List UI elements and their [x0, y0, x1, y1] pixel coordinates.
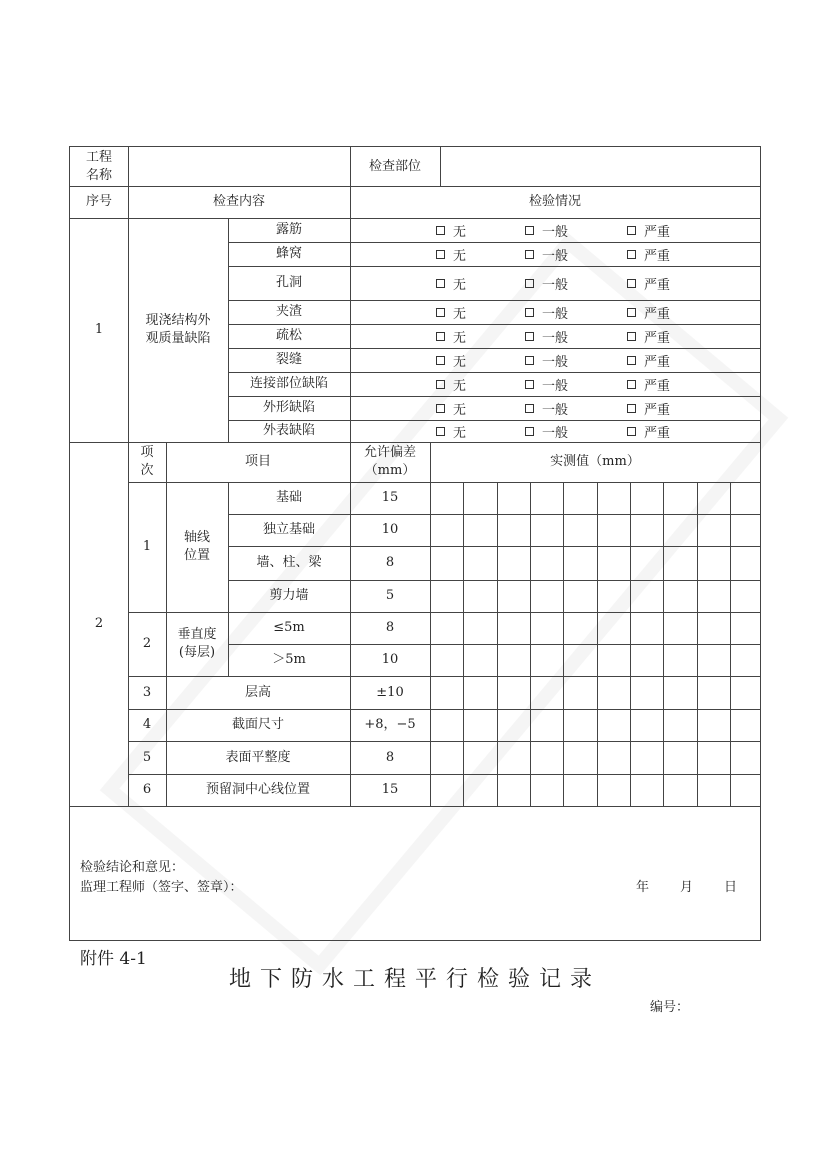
- measured-value-cell[interactable]: [730, 676, 760, 709]
- checkbox-icon[interactable]: [436, 250, 445, 259]
- measured-value-cell[interactable]: [430, 644, 463, 676]
- option-severe[interactable]: [627, 245, 670, 263]
- measured-value-cell[interactable]: [663, 709, 697, 741]
- grid-line: [69, 146, 70, 941]
- checkbox-icon[interactable]: [627, 404, 636, 413]
- checkbox-icon[interactable]: [436, 332, 445, 341]
- col-tolerance-line1: 允许偏差: [363, 445, 416, 460]
- date-month: 月: [680, 880, 694, 895]
- option-label: 无: [453, 306, 467, 322]
- item-name: ＞5m: [272, 652, 306, 667]
- option-label: 严重: [644, 354, 671, 370]
- measured-value-cell[interactable]: [630, 709, 663, 741]
- measured-value-cell[interactable]: [663, 612, 697, 644]
- measured-value-cell[interactable]: [597, 644, 630, 676]
- option-label: 无: [453, 277, 467, 293]
- measured-value-cell[interactable]: [430, 514, 463, 546]
- col-measured-header: 实测值（mm）: [550, 454, 640, 469]
- option-none[interactable]: [436, 221, 466, 239]
- project-name-label-line2: 名称: [85, 167, 112, 183]
- measured-value-cell[interactable]: [530, 482, 563, 514]
- option-none[interactable]: [436, 274, 466, 292]
- measured-value-cell[interactable]: [697, 741, 730, 774]
- measured-value-cell[interactable]: [463, 580, 497, 612]
- option-none[interactable]: [436, 351, 466, 369]
- checkbox-icon[interactable]: [436, 308, 445, 317]
- measured-value-cell[interactable]: [597, 676, 630, 709]
- grid-line: [128, 741, 761, 742]
- measured-value-cell[interactable]: [697, 774, 730, 806]
- item-name: 表面平整度: [225, 749, 291, 765]
- option-label: 无: [453, 354, 467, 370]
- measured-value-cell[interactable]: [563, 709, 597, 741]
- measured-value-cell[interactable]: [697, 644, 730, 676]
- option-severe[interactable]: [627, 422, 670, 440]
- section1-category: [128, 218, 228, 442]
- grid-line: [166, 442, 167, 807]
- measured-value-cell[interactable]: [497, 676, 530, 709]
- measured-value-cell[interactable]: [730, 612, 760, 644]
- grid-line: [697, 482, 698, 807]
- item-name: 预留洞中心线位置: [205, 782, 310, 797]
- measured-value-cell[interactable]: [663, 676, 697, 709]
- checkbox-icon[interactable]: [525, 380, 534, 389]
- measured-value-cell[interactable]: [463, 644, 497, 676]
- option-label: 无: [453, 378, 467, 394]
- measured-value-cell[interactable]: [497, 580, 530, 612]
- item-name: 剪力墙: [269, 588, 309, 603]
- checkbox-icon[interactable]: [436, 380, 445, 389]
- measured-value-cell[interactable]: [663, 546, 697, 580]
- grid-line: [69, 806, 761, 807]
- measured-value-cell[interactable]: [497, 709, 530, 741]
- measured-value-cell[interactable]: [730, 774, 760, 806]
- option-severe[interactable]: [627, 351, 670, 369]
- measured-value-cell[interactable]: [463, 612, 497, 644]
- measured-value-cell[interactable]: [430, 580, 463, 612]
- section2-number: 2: [94, 616, 104, 631]
- col-item-no-line2: 次: [140, 463, 154, 478]
- grid-line: [663, 482, 664, 807]
- measured-value-cell[interactable]: [697, 612, 730, 644]
- tolerance-value: 15: [381, 782, 399, 797]
- col-item-no-line1: 项: [140, 445, 154, 460]
- document-title: 地下防水工程平行检验记录: [228, 967, 601, 992]
- measured-value-cell[interactable]: [530, 741, 563, 774]
- checkbox-icon[interactable]: [627, 250, 636, 259]
- measured-value-cell[interactable]: [430, 676, 463, 709]
- tolerance-value: 15: [381, 490, 399, 505]
- item-name: 层高: [244, 684, 271, 700]
- axis-label-line1: 轴线: [183, 530, 210, 545]
- measured-value-cell[interactable]: [597, 546, 630, 580]
- checkbox-icon[interactable]: [627, 332, 636, 341]
- item-number: 4: [142, 717, 152, 732]
- option-severe[interactable]: [627, 375, 670, 393]
- measured-value-cell[interactable]: [497, 482, 530, 514]
- measured-value-cell[interactable]: [497, 774, 530, 806]
- axis-position-label: [166, 482, 228, 612]
- grid-line: [228, 546, 761, 547]
- option-label: 严重: [644, 402, 671, 418]
- option-label: 无: [453, 224, 467, 240]
- checkbox-icon[interactable]: [627, 427, 636, 436]
- option-severe[interactable]: [627, 221, 670, 239]
- tolerance-value: 10: [381, 522, 399, 537]
- grid-line: [530, 482, 531, 807]
- measured-value-cell[interactable]: [597, 612, 630, 644]
- grid-line: [228, 266, 761, 267]
- tolerance-value: 10: [381, 652, 399, 667]
- result-header: 检验情况: [528, 194, 581, 209]
- option-label: 严重: [644, 330, 671, 346]
- option-label: 无: [453, 330, 467, 346]
- measured-value-cell[interactable]: [497, 514, 530, 546]
- measured-value-cell[interactable]: [530, 612, 563, 644]
- checkbox-icon[interactable]: [525, 332, 534, 341]
- grid-line: [350, 146, 351, 219]
- item-number: 1: [142, 539, 152, 554]
- measured-value-cell[interactable]: [463, 709, 497, 741]
- measured-value-cell[interactable]: [630, 644, 663, 676]
- option-label: 无: [453, 248, 467, 264]
- attachment-label: 附件 4-1: [80, 949, 147, 969]
- option-minor[interactable]: [525, 221, 568, 239]
- grid-line: [128, 482, 761, 483]
- measured-value-cell[interactable]: [630, 774, 663, 806]
- measured-value-cell[interactable]: [730, 580, 760, 612]
- checkbox-icon[interactable]: [525, 226, 534, 235]
- measured-value-cell[interactable]: [463, 741, 497, 774]
- measured-value-cell[interactable]: [597, 514, 630, 546]
- grid-line: [440, 146, 441, 187]
- measured-value-cell[interactable]: [530, 514, 563, 546]
- grid-line: [228, 514, 761, 515]
- project-name-label: [70, 147, 128, 186]
- option-minor[interactable]: [525, 274, 568, 292]
- measured-value-cell[interactable]: [563, 741, 597, 774]
- measured-value-cell[interactable]: [597, 580, 630, 612]
- checkbox-icon[interactable]: [436, 226, 445, 235]
- verticality-label: [166, 612, 228, 676]
- col-item-header: 项目: [244, 454, 271, 469]
- grid-line: [228, 644, 761, 645]
- option-label: 严重: [644, 306, 671, 322]
- measured-value-cell[interactable]: [563, 482, 597, 514]
- grid-line: [228, 372, 761, 373]
- tolerance-value: ±10: [376, 684, 404, 700]
- defect-label: 露筋: [275, 222, 302, 237]
- option-label: 无: [453, 402, 467, 418]
- measured-value-cell[interactable]: [597, 774, 630, 806]
- tolerance-value: 5: [385, 588, 395, 603]
- option-label: 严重: [644, 378, 671, 394]
- option-label: 一般: [542, 378, 569, 394]
- conclusion-label: 检验结论和意见：: [80, 860, 185, 875]
- grid-line: [228, 324, 761, 325]
- item-number: 6: [142, 782, 152, 797]
- option-label: 严重: [644, 224, 671, 240]
- measured-value-cell[interactable]: [497, 741, 530, 774]
- item-number: 5: [142, 749, 152, 765]
- col-item-no-header: [128, 442, 166, 482]
- option-minor[interactable]: [525, 422, 568, 440]
- measured-value-cell[interactable]: [530, 644, 563, 676]
- defect-label: 外表缺陷: [262, 423, 315, 438]
- measured-value-cell[interactable]: [697, 676, 730, 709]
- defect-label: 疏松: [275, 328, 302, 343]
- grid-line: [69, 186, 761, 187]
- defect-label: 裂缝: [275, 352, 302, 367]
- checkbox-icon[interactable]: [627, 356, 636, 365]
- measured-value-cell[interactable]: [430, 482, 463, 514]
- option-severe[interactable]: [627, 399, 670, 417]
- measured-value-cell[interactable]: [463, 676, 497, 709]
- grid-line: [228, 348, 761, 349]
- measured-value-cell[interactable]: [597, 482, 630, 514]
- measured-value-cell[interactable]: [563, 644, 597, 676]
- option-none[interactable]: [436, 375, 466, 393]
- option-none[interactable]: [436, 422, 466, 440]
- grid-line: [350, 442, 351, 807]
- measured-value-cell[interactable]: [563, 612, 597, 644]
- measured-value-cell[interactable]: [597, 741, 630, 774]
- defect-label: 夹渣: [275, 304, 302, 319]
- measured-value-cell[interactable]: [630, 514, 663, 546]
- measured-value-cell[interactable]: [530, 676, 563, 709]
- defect-label: 蜂窝: [275, 246, 302, 261]
- measured-value-cell[interactable]: [730, 644, 760, 676]
- measured-value-cell[interactable]: [463, 514, 497, 546]
- option-label: 一般: [542, 425, 569, 441]
- col-tolerance-line2: （mm）: [364, 463, 416, 478]
- option-none[interactable]: [436, 399, 466, 417]
- check-location-value[interactable]: [440, 147, 760, 186]
- measured-value-cell[interactable]: [630, 612, 663, 644]
- checkbox-icon[interactable]: [525, 308, 534, 317]
- measured-value-cell[interactable]: [730, 482, 760, 514]
- measured-value-cell[interactable]: [497, 644, 530, 676]
- measured-value-cell[interactable]: [697, 546, 730, 580]
- serial-number-label: 编号：: [650, 1000, 690, 1015]
- measured-value-cell[interactable]: [597, 709, 630, 741]
- option-minor[interactable]: [525, 375, 568, 393]
- measured-value-cell[interactable]: [430, 612, 463, 644]
- measured-value-cell[interactable]: [697, 482, 730, 514]
- measured-value-cell[interactable]: [530, 546, 563, 580]
- option-minor[interactable]: [525, 399, 568, 417]
- measured-value-cell[interactable]: [697, 514, 730, 546]
- col-tolerance-header: [350, 442, 430, 482]
- content-header: 检查内容: [212, 194, 265, 209]
- grid-line: [128, 709, 761, 710]
- item-name: ≤5m: [273, 620, 305, 635]
- grid-line: [128, 146, 129, 807]
- measured-value-cell[interactable]: [730, 709, 760, 741]
- option-label: 一般: [542, 402, 569, 418]
- option-label: 一般: [542, 330, 569, 346]
- tolerance-value: +8，−5: [364, 717, 416, 732]
- item-number: 2: [142, 636, 152, 651]
- option-label: 一般: [542, 354, 569, 370]
- measured-value-cell[interactable]: [663, 514, 697, 546]
- measured-value-cell[interactable]: [630, 741, 663, 774]
- option-minor[interactable]: [525, 351, 568, 369]
- measured-value-cell[interactable]: [630, 482, 663, 514]
- checkbox-icon[interactable]: [525, 356, 534, 365]
- measured-value-cell[interactable]: [630, 580, 663, 612]
- checkbox-icon[interactable]: [436, 427, 445, 436]
- grid-line: [128, 612, 761, 613]
- measured-value-cell[interactable]: [563, 514, 597, 546]
- option-label: 严重: [644, 425, 671, 441]
- grid-line: [597, 482, 598, 807]
- vertical-label-line1: 垂直度: [177, 627, 217, 642]
- measured-value-cell[interactable]: [663, 580, 697, 612]
- item-name: 截面尺寸: [231, 717, 284, 732]
- option-severe[interactable]: [627, 274, 670, 292]
- seq-header: 序号: [85, 194, 112, 209]
- measured-value-cell[interactable]: [530, 774, 563, 806]
- measured-value-cell[interactable]: [663, 774, 697, 806]
- measured-value-cell[interactable]: [497, 546, 530, 580]
- grid-line: [563, 482, 564, 807]
- option-minor[interactable]: [525, 303, 568, 321]
- grid-line: [128, 774, 761, 775]
- checkbox-icon[interactable]: [627, 380, 636, 389]
- grid-line: [228, 218, 229, 443]
- measured-value-cell[interactable]: [730, 741, 760, 774]
- option-label: 一般: [542, 248, 569, 264]
- grid-line: [730, 482, 731, 807]
- date-day: 日: [724, 880, 738, 895]
- grid-line: [497, 482, 498, 807]
- grid-line: [430, 442, 431, 807]
- grid-line: [69, 442, 761, 443]
- measured-value-cell[interactable]: [730, 514, 760, 546]
- measured-value-cell[interactable]: [430, 709, 463, 741]
- tolerance-value: 8: [385, 620, 395, 635]
- grid-line: [350, 218, 351, 443]
- option-label: 一般: [542, 277, 569, 293]
- grid-line: [128, 676, 761, 677]
- measured-value-cell[interactable]: [697, 580, 730, 612]
- checkbox-icon[interactable]: [627, 226, 636, 235]
- checkbox-icon[interactable]: [627, 279, 636, 288]
- project-name-value[interactable]: [128, 147, 350, 186]
- measured-value-cell[interactable]: [630, 676, 663, 709]
- measured-value-cell[interactable]: [530, 580, 563, 612]
- checkbox-icon[interactable]: [627, 308, 636, 317]
- section1-number: 1: [94, 322, 104, 337]
- measured-value-cell[interactable]: [630, 546, 663, 580]
- grid-line: [69, 218, 761, 219]
- grid-line: [630, 482, 631, 807]
- grid-line: [228, 420, 761, 421]
- measured-value-cell[interactable]: [463, 546, 497, 580]
- tolerance-value: 8: [385, 555, 395, 570]
- grid-line: [228, 580, 761, 581]
- section1-category-line2: 观质量缺陷: [145, 331, 211, 346]
- option-none[interactable]: [436, 303, 466, 321]
- checkbox-icon[interactable]: [525, 404, 534, 413]
- option-severe[interactable]: [627, 303, 670, 321]
- option-none[interactable]: [436, 245, 466, 263]
- measured-value-cell[interactable]: [563, 676, 597, 709]
- checkbox-icon[interactable]: [436, 279, 445, 288]
- measured-value-cell[interactable]: [497, 612, 530, 644]
- option-label: 一般: [542, 224, 569, 240]
- measured-value-cell[interactable]: [430, 741, 463, 774]
- checkbox-icon[interactable]: [436, 356, 445, 365]
- item-number: 3: [142, 684, 152, 700]
- measured-value-cell[interactable]: [530, 709, 563, 741]
- project-name-label-line1: 工程: [85, 149, 112, 165]
- check-location-label: 检查部位: [368, 158, 421, 174]
- measured-value-cell[interactable]: [663, 741, 697, 774]
- item-name: 独立基础: [262, 522, 315, 537]
- item-name: 基础: [275, 490, 302, 505]
- measured-value-cell[interactable]: [563, 580, 597, 612]
- defect-label: 外形缺陷: [262, 400, 315, 415]
- grid-line: [69, 146, 761, 147]
- defect-label: 连接部位缺陷: [249, 376, 328, 391]
- option-label: 严重: [644, 277, 671, 293]
- vertical-label-line2: (每层): [178, 645, 216, 660]
- option-label: 一般: [542, 306, 569, 322]
- grid-line: [69, 940, 761, 941]
- section1-category-line1: 现浇结构外: [145, 313, 211, 328]
- date-year: 年: [636, 880, 650, 895]
- measured-value-cell[interactable]: [663, 644, 697, 676]
- measured-value-cell[interactable]: [430, 774, 463, 806]
- item-name: 墙、柱、梁: [256, 555, 322, 570]
- option-label: 严重: [644, 248, 671, 264]
- axis-label-line2: 位置: [183, 548, 210, 563]
- option-minor[interactable]: [525, 327, 568, 345]
- measured-value-cell[interactable]: [563, 774, 597, 806]
- option-label: 无: [453, 425, 467, 441]
- measured-value-cell[interactable]: [463, 482, 497, 514]
- engineer-signature-label: 监理工程师（签字、签章）：: [80, 880, 243, 895]
- measured-value-cell[interactable]: [430, 546, 463, 580]
- checkbox-icon[interactable]: [525, 427, 534, 436]
- defect-label: 孔洞: [275, 275, 302, 290]
- grid-line: [228, 242, 761, 243]
- grid-line: [228, 396, 761, 397]
- tolerance-value: 8: [385, 749, 395, 765]
- option-severe[interactable]: [627, 327, 670, 345]
- measured-value-cell[interactable]: [697, 709, 730, 741]
- option-minor[interactable]: [525, 245, 568, 263]
- checkbox-icon[interactable]: [525, 279, 534, 288]
- option-none[interactable]: [436, 327, 466, 345]
- measured-value-cell[interactable]: [563, 546, 597, 580]
- grid-line: [228, 300, 761, 301]
- checkbox-icon[interactable]: [436, 404, 445, 413]
- grid-line: [463, 482, 464, 807]
- measured-value-cell[interactable]: [663, 482, 697, 514]
- checkbox-icon[interactable]: [525, 250, 534, 259]
- measured-value-cell[interactable]: [463, 774, 497, 806]
- measured-value-cell[interactable]: [730, 546, 760, 580]
